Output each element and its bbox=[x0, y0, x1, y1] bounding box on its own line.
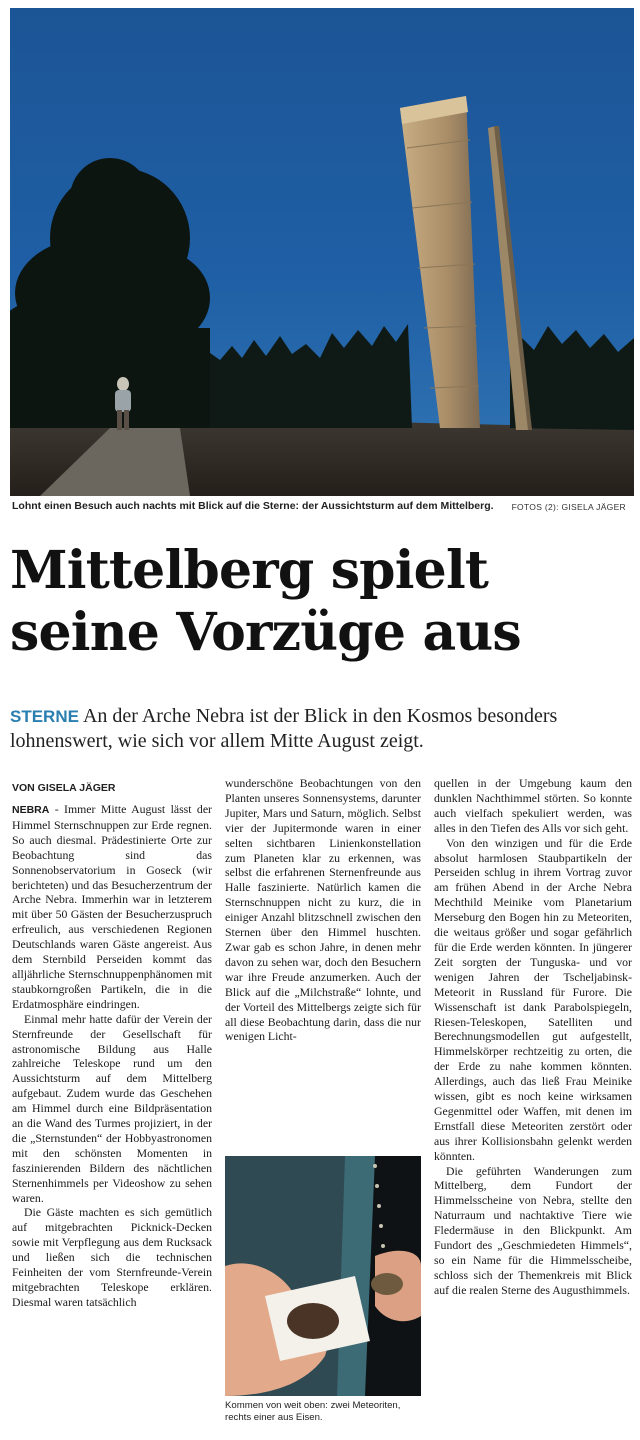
article-column-2 bbox=[225, 776, 421, 1148]
paragraph: Die Gäste machten es sich gemütlich auf mitgebrachten Picknick-Decken sowie mit Verpflegung aus dem Rucksack und ließen sich die technischen Feinheiten der vom Sternfreunde-Verein mitgebrachten Teleskope erklären. Diesmal waren tatsächlich bbox=[12, 1205, 212, 1309]
deck-text: An der Arche Nebra ist der Blick in den Kosmos besonders lohnenswert, wie sich vor allem Mitte August zeigt. bbox=[10, 705, 558, 752]
paragraph: NEBRA - Immer Mitte August lässt der Himmel Sternschnuppen zur Erde regnen. So auch diesmal. Prädestinierte Orte zur Beobachtung sind das Sonnenobservatorium in Goseck (wir berichteten) und das Besucherzentrum der Arche Nebra. Immerhin war in letzterem mit über 50 Gästen der Besucherzuspruch erfreulich, aus verschiedenen Regionen Deutschlands waren Gäste angereist. Aus dem Sternbild Perseiden kommt das alljährliche Sternschnuppenphänomen mit staubkorngroßen Partikeln, die in die Erdatmosphäre eindringen. bbox=[12, 802, 212, 1011]
headline bbox=[10, 540, 630, 664]
article-column-1 bbox=[12, 802, 212, 1432]
article-column-3 bbox=[434, 776, 632, 1436]
iron-meteorite bbox=[371, 1273, 403, 1295]
byline: VON GISELA JÄGER bbox=[12, 782, 116, 794]
deck-kicker: STERNE bbox=[10, 707, 79, 726]
deck bbox=[10, 704, 630, 754]
photo-caption: Lohnt einen Besuch auch nachts mit Blick auf die Sterne: der Aussichtsturm auf dem Mittelberg. bbox=[12, 500, 494, 512]
stony-meteorite bbox=[287, 1303, 339, 1339]
photo-caption: Kommen von weit oben: zwei Meteoriten, rechts einer aus Eisen. bbox=[225, 1400, 401, 1423]
tower-night-photo bbox=[10, 8, 634, 496]
paragraph: Einmal mehr hatte dafür der Verein der Sternfreunde der Gesellschaft für astronomische Bildung aus Halle zahlreiche Teleskope rund um den Aussichtsturm auf dem Mittelberg aufgebaut. Zudem wurde das Geschehen am Himmel durch eine Bildpräsentation an die Wand des Turmes projiziert, in der die „Sternstunden“ der Hobbyastronomen mit den schönsten Momenten in faszinierenden Bildern des nächtlichen Sternenhimmels per Videoshow zu sehen waren. bbox=[12, 1011, 212, 1205]
paragraph: quellen in der Umgebung kaum den dunklen Nachthimmel störten. So konnte auch vielfach spekuliert werden, was alles in den Tiefen des Alls vor sich geht. bbox=[434, 776, 632, 835]
paragraph: wunderschöne Beobachtungen von den Planten unseres Sonnensystems, darunter Jupiter, Mars und Saturn, möglich. Selbst vier der Jupitermonde waren in einer selten sichtbaren Linienkonstellation zum Planeten klar zu erkennen, was selbst die erfahrenen Sternenfreunde aus Halle faszinierte. Natürlich kamen die Sternschnuppen nicht zu kurz, die in einiger Anzahl blitzschnell zwischen den Sternen über den Himmel huschten. Zwar gab es schon Jahre, in denen mehr davon zu sehen war, doch den Besuchern war ihre Freude anzumerken. Auch der Blick auf die „Milchstraße“ lohnte, und der Vorteil des Mittelbergs zeigte sich für all diese Beobachtung darin, dass die nur wenigen Licht- bbox=[225, 776, 421, 1044]
meteorite-photo bbox=[225, 1156, 421, 1396]
headline-line-2: seine Vorzüge aus bbox=[10, 602, 521, 663]
paragraph: Die geführten Wanderungen zum Mittelberg, dem Fundort der Himmelsscheine von Nebra, stellte den Naturraum und nachtaktive Tiere wie Fledermäuse in den Blickpunkt. Am Fundort des „Geschmiedeten Himmels“, so ein Name für die Himmelsscheibe, schloss sich der Themenkreis mit Blick auf die realen Sterne des Augusthimmels. bbox=[434, 1163, 632, 1297]
dateline: NEBRA bbox=[12, 804, 50, 816]
paragraph: Von den winzigen und für die Erde absolut harmlosen Staubpartikeln der Perseiden schlug in ihrem Vortrag zuvor am frühen Abend in der Arche Nebra Mechthild Meinike vom Planetarium Merseburg den Bogen hin zu Meteoriten, die weitaus größer und sogar gefährlich für die Erde werden könnten. In jüngerer Zeit sorgten der Tunguska- und vor wenigen Jahren der Tscheljabinsk-Meteorit in Russland für Furore. Die Wissenschaft ist dank Parabolspiegeln, Riesen-Teleskopen, Satelliten und Berechnungsmodellen gut aufgestellt, Himmelskörper rechtzeitig zu orten, die der Erde zu nahe kommen könnten. Allerdings, auch das ließ Frau Meinike wissen, gibt es noch keine wirksamen Gegenmittel oder Waffen, mit denen im Ernstfall diese Meteoriten zerstört oder aus ihrer Kollisionsbahn gelenkt werden könnten. bbox=[434, 835, 632, 1163]
photo-credit: FOTOS (2): GISELA JÄGER bbox=[511, 502, 626, 512]
headline-line-1: Mittelberg spielt bbox=[10, 540, 489, 601]
